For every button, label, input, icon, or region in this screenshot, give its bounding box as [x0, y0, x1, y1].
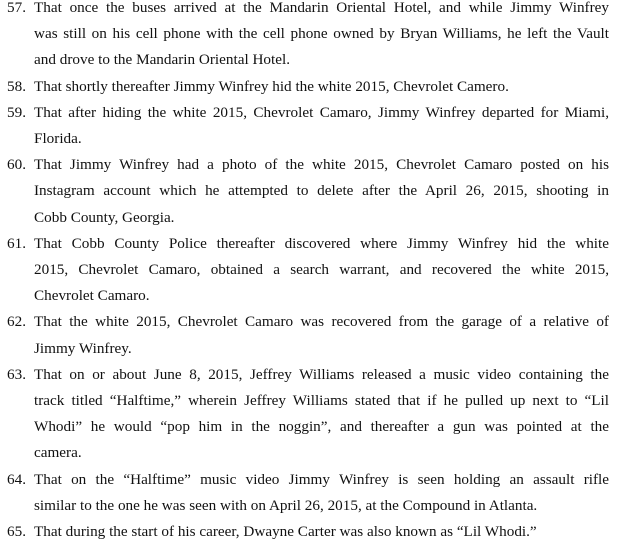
paragraph-57 — [0, 0, 621, 74]
paragraph-line: Chevrolet Camaro. — [34, 287, 150, 305]
paragraph-line: That after hiding the white 2015, Chevrolet Camaro, Jimmy Winfrey departed for Miami, — [34, 103, 609, 121]
paragraph-number: 59. — [7, 103, 26, 121]
paragraph-line: That shortly thereafter Jimmy Winfrey hid the white 2015, Chevrolet Camero. — [34, 77, 509, 95]
paragraph-number: 57. — [7, 0, 26, 16]
paragraph-line: similar to the one he was seen with on April 26, 2015, at the Compound in Atlanta. — [34, 496, 538, 514]
paragraph-number: 58. — [7, 77, 26, 95]
paragraph-number: 64. — [7, 470, 26, 488]
paragraph-59 — [0, 100, 621, 152]
paragraph-number: 61. — [7, 234, 26, 252]
paragraph-number: 65. — [7, 523, 26, 541]
paragraph-line: That during the start of his career, Dwayne Carter was also known as “Lil Whodi.” — [34, 523, 537, 541]
paragraph-line: camera. — [34, 444, 82, 462]
paragraph-58 — [0, 74, 621, 100]
paragraph-line: Cobb County, Georgia. — [34, 208, 175, 226]
paragraph-line: and drove to the Mandarin Oriental Hotel. — [34, 51, 290, 69]
paragraph-62 — [0, 309, 621, 361]
paragraph-line: That Cobb County Police thereafter discovered where Jimmy Winfrey hid the white — [34, 234, 609, 252]
paragraph-line: That on the “Halftime” music video Jimmy Winfrey is seen holding an assault rifle — [34, 470, 609, 488]
paragraph-number: 62. — [7, 313, 26, 331]
paragraph-60 — [0, 152, 621, 231]
paragraph-65 — [0, 519, 621, 545]
paragraph-line: That once the buses arrived at the Mandarin Oriental Hotel, and while Jimmy Winfrey — [34, 0, 609, 16]
paragraph-line: That Jimmy Winfrey had a photo of the white 2015, Chevrolet Camaro posted on his — [34, 156, 609, 174]
paragraph-number: 60. — [7, 156, 26, 174]
paragraph-line: Jimmy Winfrey. — [34, 339, 132, 357]
paragraph-line: was still on his cell phone with the cell phone owned by Bryan Williams, he left the Vault — [34, 25, 609, 43]
paragraph-line: That on or about June 8, 2015, Jeffrey Williams released a music video containing the — [34, 365, 609, 383]
paragraph-number: 63. — [7, 365, 26, 383]
paragraph-64 — [0, 467, 621, 519]
paragraph-line: Instagram account which he attempted to delete after the April 26, 2015, shooting in — [34, 182, 609, 200]
paragraph-line: 2015, Chevrolet Camaro, obtained a search warrant, and recovered the white 2015, — [34, 261, 609, 279]
paragraph-line: Whodi” he would “pop him in the noggin”, and thereafter a gun was pointed at the — [34, 418, 609, 436]
paragraph-line: That the white 2015, Chevrolet Camaro was recovered from the garage of a relative of — [34, 313, 609, 331]
paragraph-line: track titled “Halftime,” wherein Jeffrey Williams stated that if he pulled up next to “Lil — [34, 392, 609, 410]
paragraph-61 — [0, 231, 621, 310]
paragraph-line: Florida. — [34, 130, 82, 148]
paragraph-63 — [0, 362, 621, 467]
